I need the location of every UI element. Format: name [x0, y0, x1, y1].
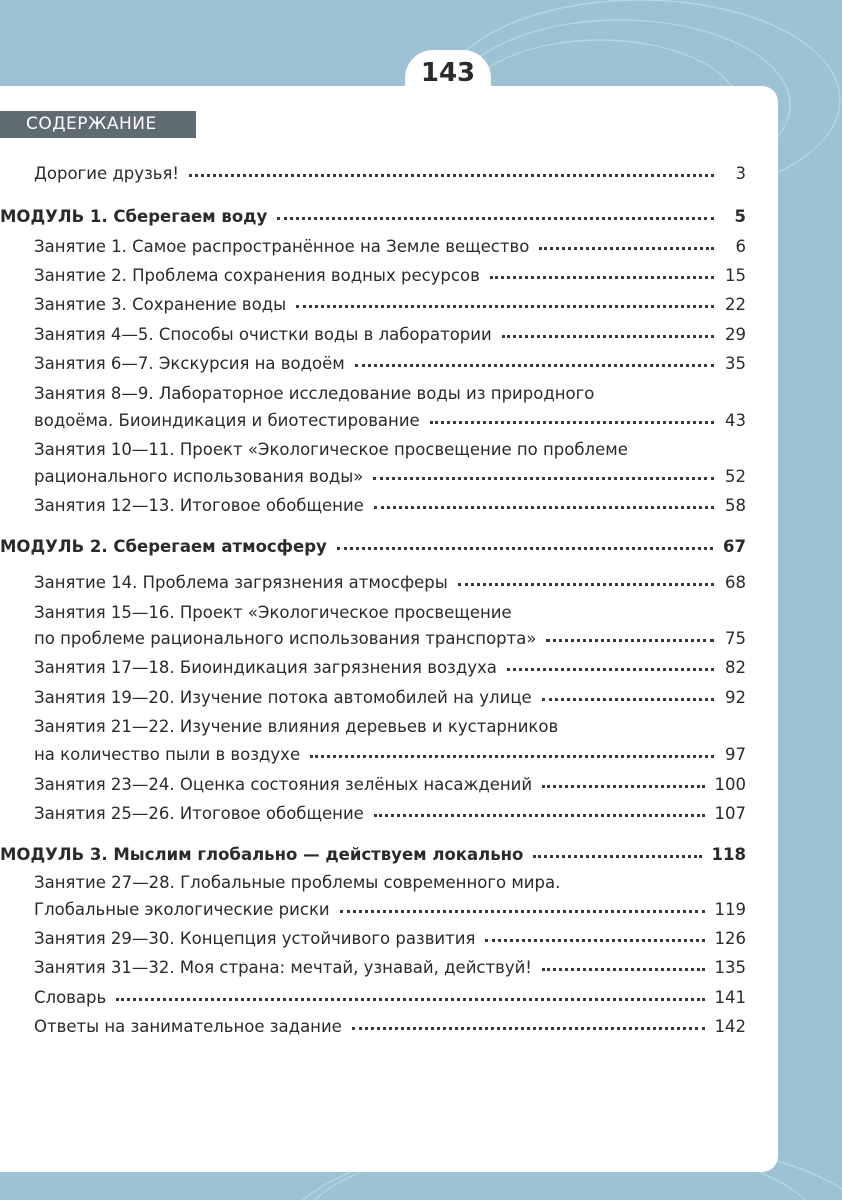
toc-entry-continuation[interactable] [34, 622, 746, 648]
dot-leader [502, 335, 714, 338]
dot-leader [374, 814, 705, 817]
dot-leader [542, 968, 705, 971]
toc-entry-intro[interactable] [34, 157, 746, 183]
dot-leader [355, 364, 714, 367]
toc-entry-continuation-text: по проблеме рационального использования транспорта» [34, 629, 537, 648]
dot-leader [458, 583, 714, 586]
dot-leader [507, 668, 714, 671]
toc-entry[interactable] [34, 596, 746, 622]
toc-entry[interactable] [34, 797, 746, 823]
toc-entry[interactable] [34, 347, 746, 373]
dot-leader [542, 698, 714, 701]
dot-leader [352, 1027, 705, 1030]
toc-entry[interactable] [34, 768, 746, 794]
toc-entry-title: Занятия 31—32. Моя страна: мечтай, узнавай, действуй! [34, 958, 532, 977]
dot-leader [277, 217, 714, 220]
toc-entry-title: Занятия 8—9. Лабораторное исследование воды из природного [34, 384, 595, 403]
toc-page-number: 43 [725, 411, 746, 430]
toc-entry[interactable] [34, 377, 746, 403]
dot-leader [340, 910, 705, 913]
toc-entry[interactable] [34, 288, 746, 314]
toc-entry[interactable] [34, 259, 746, 285]
contents-heading: СОДЕРЖАНИЕ [0, 111, 196, 138]
toc-entry-continuation[interactable] [34, 738, 746, 764]
toc-entry-title: Занятие 3. Сохранение воды [34, 295, 287, 314]
toc-page-number: 52 [725, 467, 746, 486]
dot-leader [542, 785, 704, 788]
toc-entry-title: Занятия 6—7. Экскурсия на водоём [34, 354, 345, 373]
toc-module-title: МОДУЛЬ 3. Мыслим глобально — действуем локально [0, 845, 524, 864]
toc-entry[interactable] [34, 433, 746, 459]
toc-entry-title: Дорогие друзья! [34, 164, 180, 183]
toc-entry-title: Словарь [34, 988, 107, 1007]
toc-page-number: 118 [711, 845, 746, 864]
toc-entry-title: Ответы на занимательное задание [34, 1017, 342, 1036]
toc-entry-title: Занятия 10—11. Проект «Экологическое просвещение по проблеме [34, 440, 628, 459]
toc-entry-title: Занятие 2. Проблема сохранения водных ресурсов [34, 266, 480, 285]
toc-module-3[interactable] [0, 838, 746, 864]
dot-leader [296, 305, 714, 308]
toc-entry-title: Занятия 25—26. Итоговое обобщение [34, 804, 364, 823]
toc-entry-continuation-text: на количество пыли в воздухе [34, 745, 301, 764]
toc-page-number: 3 [735, 164, 746, 183]
dot-leader [373, 477, 714, 480]
dot-leader [337, 547, 713, 550]
toc-entry-title: Занятия 17—18. Биоиндикация загрязнения воздуха [34, 658, 497, 677]
toc-module-1[interactable] [0, 200, 746, 226]
dot-leader [490, 276, 714, 279]
toc-entry-continuation-text: водоёма. Биоиндикация и биотестирование [34, 411, 420, 430]
toc-entry-continuation[interactable] [34, 460, 746, 486]
toc-page-number: 142 [714, 1017, 746, 1036]
toc-page-number: 119 [714, 900, 746, 919]
dot-leader [485, 939, 704, 942]
toc-entry-title: Занятие 1. Самое распространённое на Земле вещество [34, 237, 530, 256]
dot-leader [310, 755, 714, 758]
toc-page-number: 22 [725, 295, 746, 314]
toc-entry-glossary[interactable] [34, 981, 746, 1007]
toc-entry[interactable] [34, 951, 746, 977]
toc-entry[interactable] [34, 651, 746, 677]
dot-leader [430, 421, 714, 424]
toc-page-number: 15 [725, 266, 746, 285]
toc-entry-title: Занятия 12—13. Итоговое обобщение [34, 496, 364, 515]
toc-entry[interactable] [34, 710, 746, 736]
toc-entry[interactable] [34, 318, 746, 344]
toc-entry-title: Занятие 14. Проблема загрязнения атмосферы [34, 573, 448, 592]
toc-entry-title: Занятия 23—24. Оценка состояния зелёных насаждений [34, 775, 533, 794]
toc-entry-continuation-text: рационального использования воды» [34, 467, 364, 486]
toc-page-number: 58 [725, 496, 746, 515]
toc-page-number: 92 [725, 688, 746, 707]
toc-page-number: 6 [735, 237, 746, 256]
toc-page-number: 97 [725, 745, 746, 764]
toc-module-2[interactable] [0, 530, 746, 556]
dot-leader [189, 174, 714, 177]
dot-leader [374, 506, 714, 509]
toc-page-number: 100 [714, 775, 746, 794]
toc-entry[interactable] [34, 681, 746, 707]
toc-entry-continuation[interactable] [34, 893, 746, 919]
toc-entry-continuation-text: Глобальные экологические риски [34, 900, 330, 919]
dot-leader [539, 247, 714, 250]
toc-page-number: 68 [725, 573, 746, 592]
dot-leader [546, 639, 714, 642]
toc-entry-title: Занятия 29—30. Концепция устойчивого развития [34, 929, 476, 948]
toc-module-title: МОДУЛЬ 1. Сберегаем воду [0, 207, 268, 226]
toc-entry-title: Занятия 19—20. Изучение потока автомобилей на улице [34, 688, 532, 707]
toc-page-number: 141 [714, 988, 746, 1007]
toc-page-number: 107 [714, 804, 746, 823]
toc-page-number: 82 [725, 658, 746, 677]
toc-entry-title: Занятия 15—16. Проект «Экологическое просвещение [34, 603, 512, 622]
toc-module-title: МОДУЛЬ 2. Сберегаем атмосферу [0, 537, 327, 556]
toc-page-number: 126 [714, 929, 746, 948]
toc-entry[interactable] [34, 489, 746, 515]
dot-leader [533, 855, 701, 858]
toc-entry-title: Занятия 21—22. Изучение влияния деревьев и кустарников [34, 717, 559, 736]
page-number: 143 [420, 58, 476, 88]
toc-entry[interactable] [34, 230, 746, 256]
toc-entry-answers[interactable] [34, 1010, 746, 1036]
toc-page-number: 75 [725, 629, 746, 648]
toc-entry[interactable] [34, 566, 746, 592]
toc-entry[interactable] [34, 866, 746, 892]
toc-page-number: 5 [734, 207, 746, 226]
toc-entry-title: Занятия 4—5. Способы очистки воды в лаборатории [34, 325, 492, 344]
toc-entry-continuation[interactable] [34, 404, 746, 430]
toc-page-number: 135 [714, 958, 746, 977]
toc-entry-title: Занятие 27—28. Глобальные проблемы современного мира. [34, 873, 561, 892]
toc-entry[interactable] [34, 922, 746, 948]
toc-page-number: 35 [725, 354, 746, 373]
toc-page-number: 67 [723, 537, 746, 556]
dot-leader [116, 998, 704, 1001]
toc-page-number: 29 [725, 325, 746, 344]
